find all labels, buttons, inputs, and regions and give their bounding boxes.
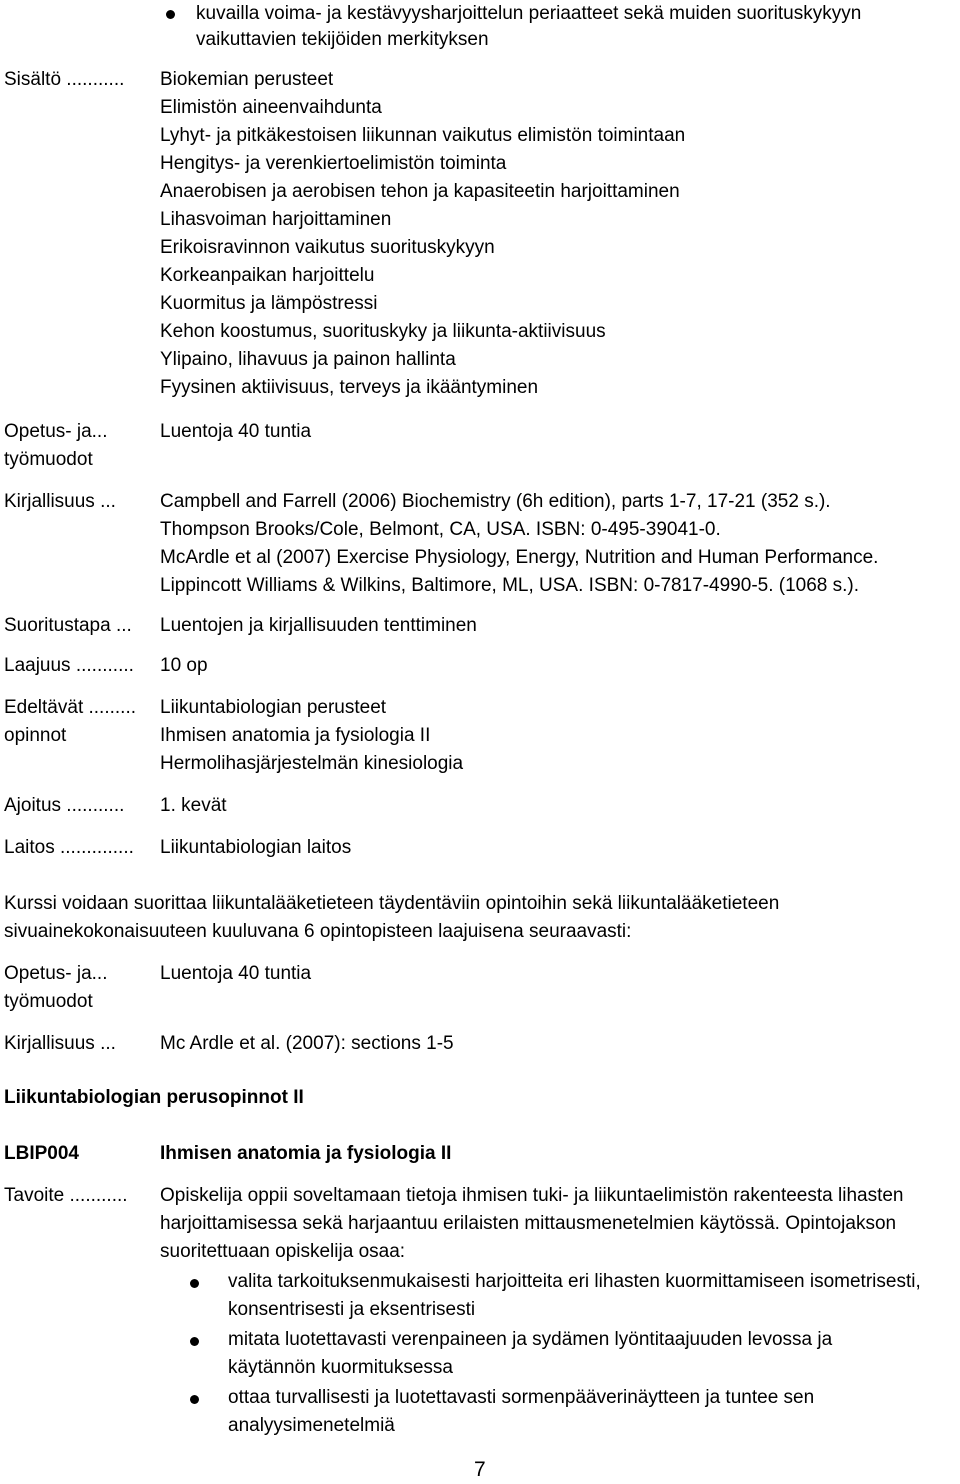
- goal-line: suoritettuaan opiskelija osaa:: [160, 1241, 406, 1262]
- goal-bullet-line: käytännön kuormituksessa: [228, 1357, 453, 1378]
- dept-value: Liikuntabiologian laitos: [160, 837, 352, 858]
- content-item: Elimistön aineenvaihdunta: [160, 97, 382, 118]
- timing-value: 1. kevät: [160, 795, 227, 816]
- content-item: Erikoisravinnon vaikutus suorituskykyyn: [160, 237, 495, 258]
- course-title: Ihmisen anatomia ja fysiologia II: [160, 1143, 452, 1164]
- dept-label: Laitos ..............: [4, 837, 134, 858]
- teaching2-label: Opetus- ja...: [4, 963, 108, 984]
- goal-bullet-line: analyysimenetelmiä: [228, 1415, 395, 1436]
- bullet-icon: [166, 10, 175, 19]
- prereq-label-cont: opinnot: [4, 725, 67, 746]
- prereq-line: Liikuntabiologian perusteet: [160, 697, 387, 718]
- content-item: Ylipaino, lihavuus ja painon hallinta: [160, 349, 456, 370]
- goal-bullet-line: ottaa turvallisesti ja luotettavasti sormenpääverinäytteen ja tuntee sen: [228, 1387, 815, 1408]
- page-number: 7: [474, 1458, 486, 1481]
- prereq-line: Ihmisen anatomia ja fysiologia II: [160, 725, 431, 746]
- top-bullet-line2: vaikuttavien tekijöiden merkityksen: [196, 29, 489, 50]
- teaching-value: Luentoja 40 tuntia: [160, 421, 312, 442]
- bullet-icon: [190, 1395, 199, 1404]
- literature2-value: Mc Ardle et al. (2007): sections 1-5: [160, 1033, 454, 1054]
- content-item: Hengitys- ja verenkiertoelimistön toiminta: [160, 153, 507, 174]
- goal-line: harjoittamisessa sekä harjaantuu erilaisten mittausmenetelmien käytössä. Opintojakson: [160, 1213, 897, 1234]
- scope-label: Laajuus ...........: [4, 655, 134, 676]
- bullet-icon: [190, 1279, 199, 1288]
- prereq-line: Hermolihasjärjestelmän kinesiologia: [160, 753, 464, 774]
- paragraph-line2: sivuainekokonaisuuteen kuuluvana 6 opintopisteen laajuisena seuraavasti:: [4, 921, 632, 942]
- literature-line: Lippincott Williams & Wilkins, Baltimore, ML, USA. ISBN: 0-7817-4990-5. (1068 s.).: [160, 575, 860, 596]
- content-item: Anaerobisen ja aerobisen tehon ja kapasiteetin harjoittaminen: [160, 181, 680, 202]
- prereq-label: Edeltävät .........: [4, 697, 137, 718]
- literature-line: McArdle et al (2007) Exercise Physiology, Energy, Nutrition and Human Performance.: [160, 547, 879, 568]
- content-item: Kehon koostumus, suorituskyky ja liikunta-aktiivisuus: [160, 321, 606, 342]
- content-label: Sisältö ...........: [4, 69, 125, 90]
- goal-line: Opiskelija oppii soveltamaan tietoja ihmisen tuki- ja liikuntaelimistön rakenteesta lihasten: [160, 1185, 904, 1206]
- teaching-label: Opetus- ja...: [4, 421, 108, 442]
- timing-label: Ajoitus ...........: [4, 795, 125, 816]
- section-heading: Liikuntabiologian perusopinnot II: [4, 1087, 304, 1108]
- goal-bullet-line: konsentrisesti ja eksentrisesti: [228, 1299, 476, 1320]
- completion-value: Luentojen ja kirjallisuuden tenttiminen: [160, 615, 477, 636]
- scope-value: 10 op: [160, 655, 208, 676]
- literature-line: Thompson Brooks/Cole, Belmont, CA, USA. ISBN: 0-495-39041-0.: [160, 519, 721, 540]
- content-item: Lyhyt- ja pitkäkestoisen liikunnan vaikutus elimistön toimintaan: [160, 125, 686, 146]
- bullet-icon: [190, 1337, 199, 1346]
- literature-line: Campbell and Farrell (2006) Biochemistry (6h edition), parts 1-7, 17-21 (352 s.).: [160, 491, 831, 512]
- goal-label: Tavoite ...........: [4, 1185, 128, 1206]
- paragraph-line1: Kurssi voidaan suorittaa liikuntalääketieteen täydentäviin opintoihin sekä liikuntalääketieteen: [4, 893, 780, 914]
- goal-bullet-line: mitata luotettavasti verenpaineen ja sydämen lyöntitaajuuden levossa ja: [228, 1329, 833, 1350]
- completion-label: Suoritustapa ...: [4, 615, 132, 636]
- goal-bullet-line: valita tarkoituksenmukaisesti harjoitteita eri lihasten kuormittamiseen isometrisesti,: [228, 1271, 921, 1292]
- literature2-label: Kirjallisuus ...: [4, 1033, 116, 1054]
- content-item: Kuormitus ja lämpöstressi: [160, 293, 378, 314]
- course-code: LBIP004: [4, 1143, 79, 1164]
- content-item: Biokemian perusteet: [160, 69, 334, 90]
- literature-label: Kirjallisuus ...: [4, 491, 116, 512]
- teaching2-value: Luentoja 40 tuntia: [160, 963, 312, 984]
- content-item: Lihasvoiman harjoittaminen: [160, 209, 392, 230]
- teaching2-label-cont: työmuodot: [4, 991, 93, 1012]
- content-item: Korkeanpaikan harjoittelu: [160, 265, 375, 286]
- top-bullet-line1: kuvailla voima- ja kestävyysharjoittelun periaatteet sekä muiden suorituskykyyn: [196, 3, 862, 24]
- teaching-label-cont: työmuodot: [4, 449, 93, 470]
- content-item: Fyysinen aktiivisuus, terveys ja ikääntyminen: [160, 377, 539, 398]
